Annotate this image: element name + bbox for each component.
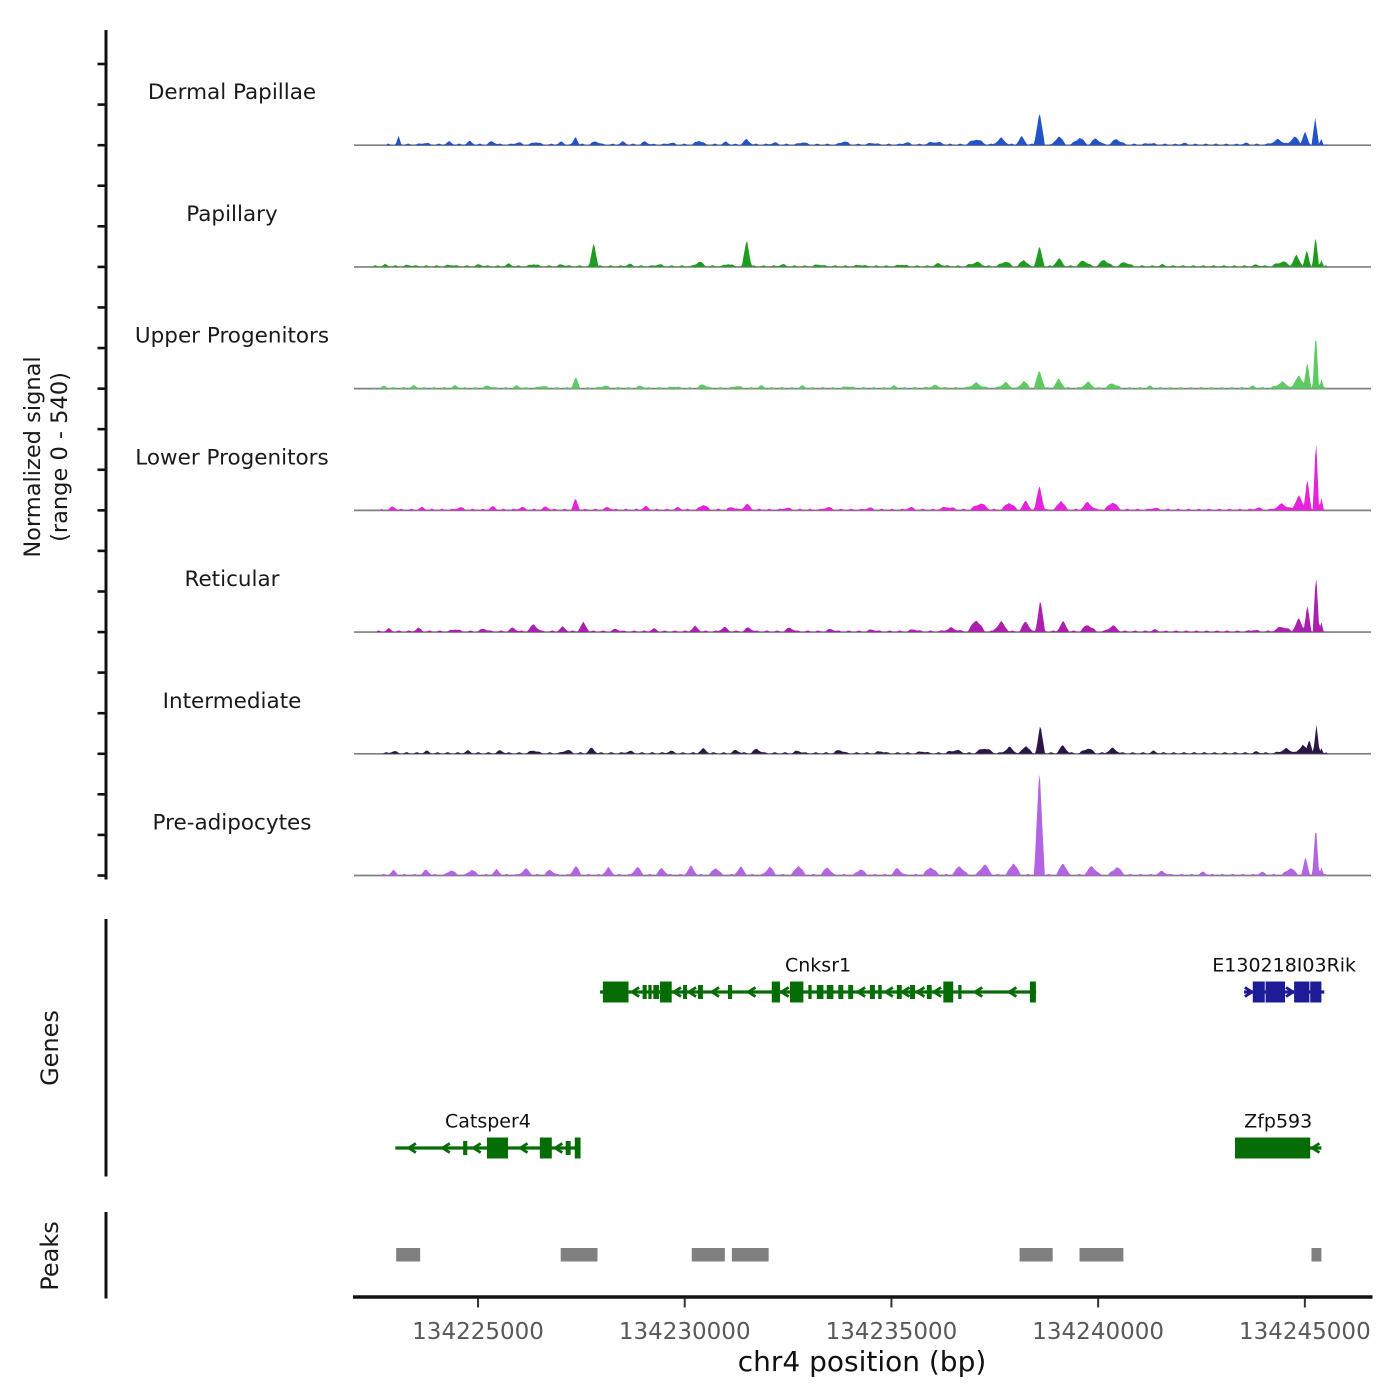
exon-box bbox=[653, 985, 659, 999]
track-label: Dermal Papillae bbox=[147, 80, 317, 106]
exon-box bbox=[1310, 982, 1321, 1003]
exon-box bbox=[910, 985, 915, 999]
peak-intervals bbox=[396, 1248, 1321, 1262]
track-label: Reticular bbox=[184, 567, 280, 593]
peaks-section-label: Peaks bbox=[36, 1221, 64, 1291]
gene-label: Cnksr1 bbox=[784, 954, 852, 977]
exon-box bbox=[575, 1138, 581, 1159]
track-upper-progenitors bbox=[98, 307, 1372, 388]
peak-interval-box bbox=[561, 1248, 598, 1262]
exon-box bbox=[870, 985, 875, 999]
track-label: Pre-adipocytes bbox=[152, 810, 312, 836]
exon-box bbox=[487, 1138, 508, 1159]
exon-box bbox=[1294, 982, 1309, 1003]
track-label: Lower Progenitors bbox=[135, 445, 329, 471]
track-label: Papillary bbox=[186, 201, 278, 227]
exon-box bbox=[1253, 982, 1265, 1003]
gene-e130218i03rik bbox=[1212, 955, 1356, 1003]
exon-box bbox=[790, 982, 803, 1003]
x-axis-tick-label: 134240000 bbox=[1032, 1319, 1164, 1345]
gene-label: Catsper4 bbox=[444, 1110, 531, 1133]
exon-box bbox=[566, 1141, 571, 1155]
exon-box bbox=[660, 982, 672, 1003]
exon-box bbox=[848, 985, 853, 999]
signal-area bbox=[354, 725, 1371, 754]
signal-area bbox=[354, 340, 1371, 388]
exon-box bbox=[648, 985, 651, 999]
x-axis-tick-label: 134235000 bbox=[825, 1319, 958, 1345]
peak-interval-box bbox=[396, 1248, 420, 1262]
signal-area bbox=[354, 775, 1371, 876]
x-axis-tick-label: 134230000 bbox=[618, 1319, 751, 1345]
track-dermal-papillae bbox=[98, 64, 1372, 145]
signal-tracks bbox=[98, 64, 1372, 876]
gene-catsper4 bbox=[395, 1111, 580, 1159]
track-label: Intermediate bbox=[162, 688, 302, 714]
peak-interval-box bbox=[1311, 1248, 1321, 1262]
x-axis-tick-label: 134225000 bbox=[412, 1319, 544, 1345]
signal-area bbox=[354, 579, 1371, 632]
exon-box bbox=[463, 1141, 467, 1155]
peak-interval-box bbox=[732, 1248, 769, 1262]
x-axis-ticks bbox=[412, 1299, 1371, 1346]
exon-box bbox=[808, 985, 811, 999]
exon-box bbox=[927, 985, 932, 999]
gene-label: E130218I03Rik bbox=[1212, 954, 1357, 977]
exon-box bbox=[827, 985, 834, 999]
exon-box bbox=[603, 982, 629, 1003]
track-pre-adipocytes bbox=[98, 775, 1372, 876]
track-label: Upper Progenitors bbox=[134, 323, 330, 349]
track-intermediate bbox=[98, 673, 1372, 754]
exon-box bbox=[698, 985, 703, 999]
track-reticular bbox=[98, 551, 1372, 632]
x-axis-tick-label: 134245000 bbox=[1239, 1319, 1371, 1345]
peak-interval-box bbox=[1020, 1248, 1053, 1262]
exon-box bbox=[1030, 982, 1036, 1003]
gene-models bbox=[395, 955, 1356, 1159]
exon-box bbox=[540, 1138, 552, 1159]
exon-box bbox=[817, 985, 824, 999]
gene-label: Zfp593 bbox=[1244, 1110, 1313, 1133]
signal-area bbox=[354, 445, 1371, 510]
exon-box bbox=[897, 985, 902, 999]
signal-area bbox=[354, 114, 1371, 145]
peak-interval-box bbox=[692, 1248, 725, 1262]
genes-section-label: Genes bbox=[36, 1010, 64, 1086]
exon-box bbox=[772, 982, 780, 1003]
exon-box bbox=[878, 985, 882, 999]
exon-box bbox=[943, 982, 953, 1003]
exon-box bbox=[838, 985, 843, 999]
exon-box bbox=[958, 985, 961, 999]
gene-zfp593 bbox=[1235, 1111, 1321, 1159]
peak-interval-box bbox=[1080, 1248, 1124, 1262]
exon-box bbox=[1235, 1138, 1310, 1159]
x-axis-title: chr4 position (bp) bbox=[737, 1345, 987, 1378]
track-lower-progenitors bbox=[98, 429, 1372, 510]
exon-box bbox=[728, 985, 732, 999]
exon-box bbox=[683, 985, 687, 999]
gene-cnksr1 bbox=[600, 955, 1036, 1003]
signal-area bbox=[354, 239, 1371, 267]
exon-box bbox=[643, 985, 647, 999]
track-papillary bbox=[98, 186, 1372, 267]
y-axis-label-line1: Normalized signal bbox=[20, 356, 46, 558]
y-axis-label-line2: (range 0 - 540) bbox=[47, 372, 73, 542]
exon-box bbox=[1266, 982, 1285, 1003]
